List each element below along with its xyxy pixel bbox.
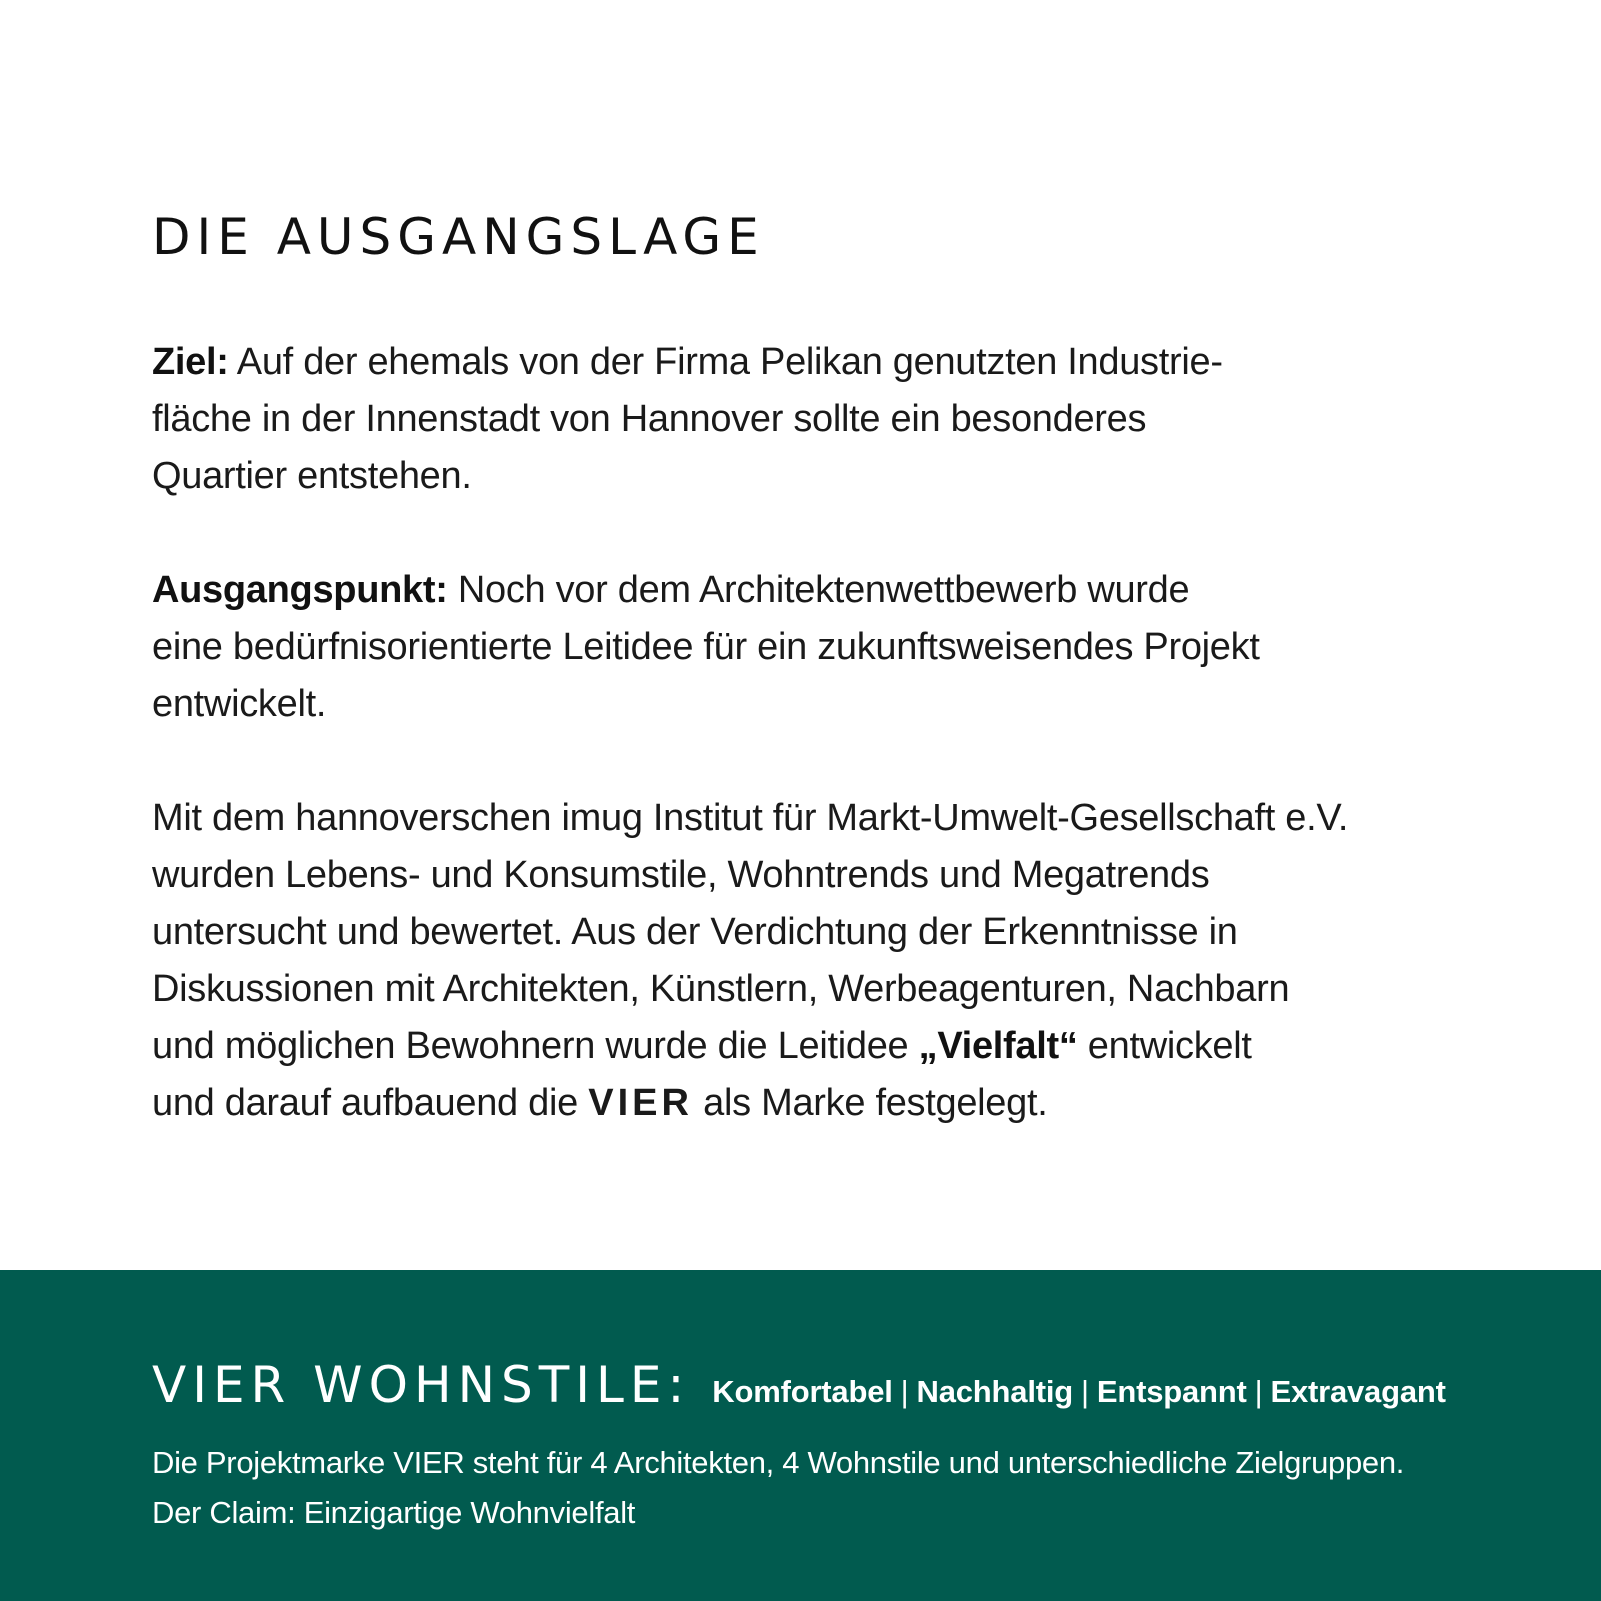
method-line-2: wurden Lebens- und Konsumstile, Wohntrends und Megatrends	[152, 854, 1210, 896]
goal-line-3: Quartier entstehen.	[152, 455, 472, 497]
goal-line-1: Auf der ehemals von der Firma Pelikan genutzten Industrie-	[236, 341, 1223, 383]
footer-title-row	[152, 1356, 1572, 1414]
method-line-5-start: und möglichen Bewohnern wurde die Leitidee	[152, 1025, 919, 1067]
starting-point-line-1: Noch vor dem Architektenwettbewerb wurde	[457, 569, 1190, 611]
guiding-idea-emphasis: „Vielfalt“	[918, 1025, 1078, 1067]
starting-point-paragraph	[152, 562, 1452, 733]
style-separator: |	[1081, 1374, 1089, 1409]
method-line-1: Mit dem hannoverschen imug Institut für Markt-Umwelt-Gesellschaft e.V.	[152, 797, 1349, 839]
footer-line-2: Der Claim: Einzigartige Wohnvielfalt	[152, 1495, 636, 1530]
style-item: Komfortabel	[712, 1374, 893, 1409]
method-paragraph	[152, 790, 1452, 1132]
footer-banner	[0, 1270, 1601, 1601]
style-separator: |	[900, 1374, 909, 1409]
goal-line-2: fläche in der Innenstadt von Hannover sollte ein besonderes	[152, 398, 1147, 440]
goal-paragraph	[152, 334, 1452, 505]
footer-line-1: Die Projektmarke VIER steht für 4 Architekten, 4 Wohnstile und unterschiedliche Zielgruppen.	[152, 1445, 1405, 1480]
page-title: DIE AUSGANGSLAGE	[152, 208, 765, 266]
footer-title: VIER WOHNSTILE:	[152, 1356, 691, 1414]
method-line-6-start: und darauf aufbauend die	[152, 1082, 589, 1124]
brand-name: VIER	[588, 1082, 693, 1124]
starting-point-line-3: entwickelt.	[152, 683, 327, 725]
starting-point-line-2: eine bedürfnisorientierte Leitidee für ein zukunftsweisendes Projekt	[152, 626, 1260, 668]
footer-content	[152, 1356, 1572, 1538]
main-content	[152, 208, 1452, 1132]
style-separator: |	[1254, 1374, 1263, 1409]
method-line-5-end: entwickelt	[1077, 1025, 1252, 1067]
footer-description	[152, 1438, 1572, 1538]
style-item: Entspannt	[1096, 1374, 1247, 1409]
method-line-6-end: als Marke festgelegt.	[692, 1082, 1048, 1124]
living-styles-list	[712, 1374, 1445, 1410]
goal-label: Ziel:	[152, 341, 229, 383]
style-item: Extravagant	[1270, 1374, 1446, 1409]
style-item: Nachhaltig	[916, 1374, 1073, 1409]
method-line-3: untersucht und bewertet. Aus der Verdichtung der Erkenntnisse in	[152, 911, 1238, 953]
method-line-4: Diskussionen mit Architekten, Künstlern, Werbeagenturen, Nachbarn	[152, 968, 1290, 1010]
starting-point-label: Ausgangspunkt:	[152, 569, 448, 611]
